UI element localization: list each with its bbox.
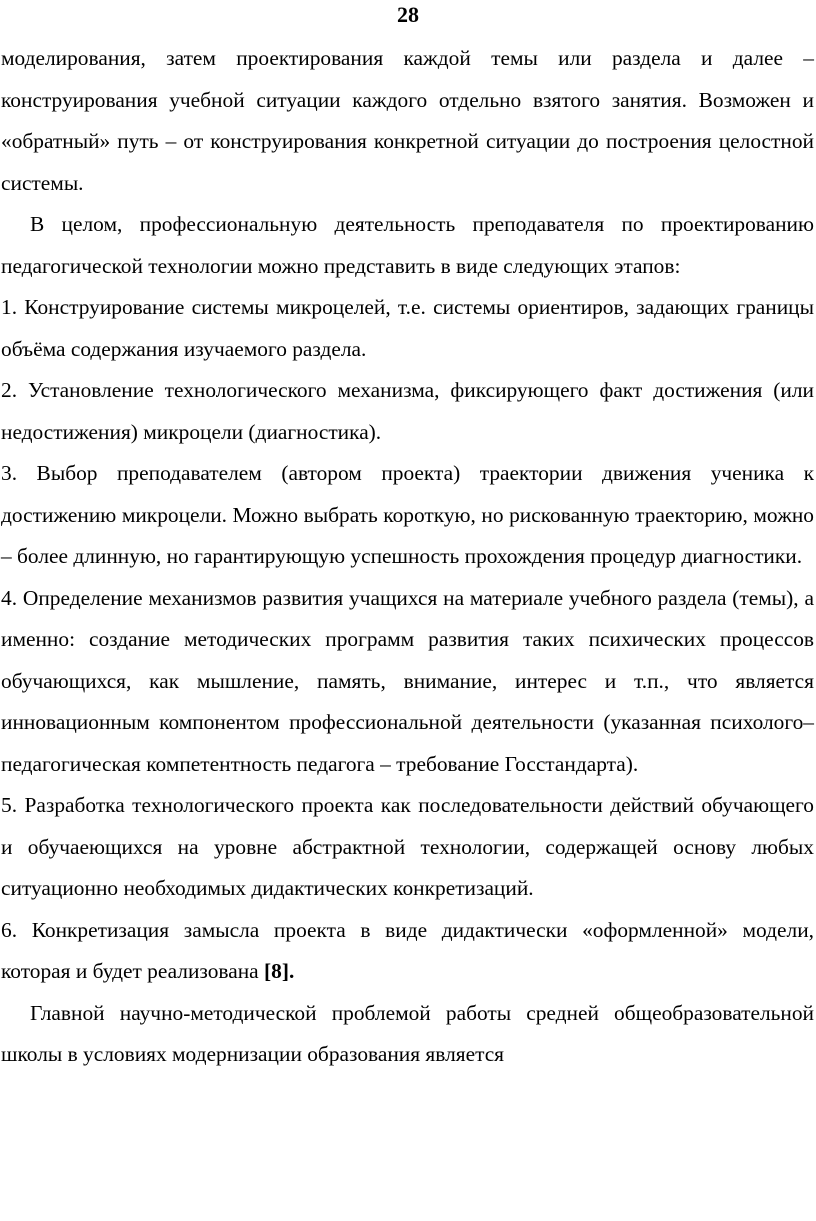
page-number: 28 — [397, 2, 419, 27]
list-item-stage-5: 5. Разработка технологического проекта как последовательности действий обучающего и обучаеющихся на уровне абстрактной технологии, содержащей основу любых ситуационно необходимых дидактических конкретизаций. — [1, 793, 814, 900]
paragraph-main-problem: Главной научно-методической проблемой работы средней общеобразовательной школы в условиях модернизации образования является — [1, 1000, 814, 1066]
list-item-stage-6 — [1, 910, 814, 993]
list-item-stage-4: 4. Определение механизмов развития учащихся на материале учебного раздела (темы), а именно: создание методических программ развития таких психических процессов обучающихся, как мышление, память, внимание, интерес и т.п., что является инновационным компонентом профессиональной деятельности (указанная психолого–педагогическая компетентность педагога – требование Госстандарта). — [1, 585, 814, 776]
list-item-stage-3: 3. Выбор преподавателем (автором проекта) траектории движения ученика к достижению микроцели. Можно выбрать короткую, но рискованную траекторию, можно – более длинную, но гарантирующую успешность прохождения процедур диагностики. — [1, 461, 814, 568]
paragraph-intro-stages: В целом, профессиональную деятельность преподавателя по проектированию педагогической технологии можно представить в виде следующих этапов: — [1, 212, 814, 278]
document-body — [1, 38, 814, 1076]
list-item-stage-2: 2. Установление технологического механизма, фиксирующего факт достижения (или недостижения) микроцели (диагностика). — [1, 378, 814, 444]
list-item-stage-1: 1. Конструирование системы микроцелей, т.е. системы ориентиров, задающих границы объёма содержания изучаемого раздела. — [1, 295, 814, 361]
list-item-stage-6-text: 6. Конкретизация замысла проекта в виде дидактически «оформленной» модели, которая и будет реализована — [1, 917, 814, 983]
paragraph-continuation: моделирования, затем проектирования каждой темы или раздела и далее – конструирования учебной ситуации каждого отдельно взятого занятия. Возможен и «обратный» путь – от конструирования конкретной ситуации до построения целостной системы. — [1, 46, 814, 195]
reference-citation: [8]. — [264, 959, 295, 983]
